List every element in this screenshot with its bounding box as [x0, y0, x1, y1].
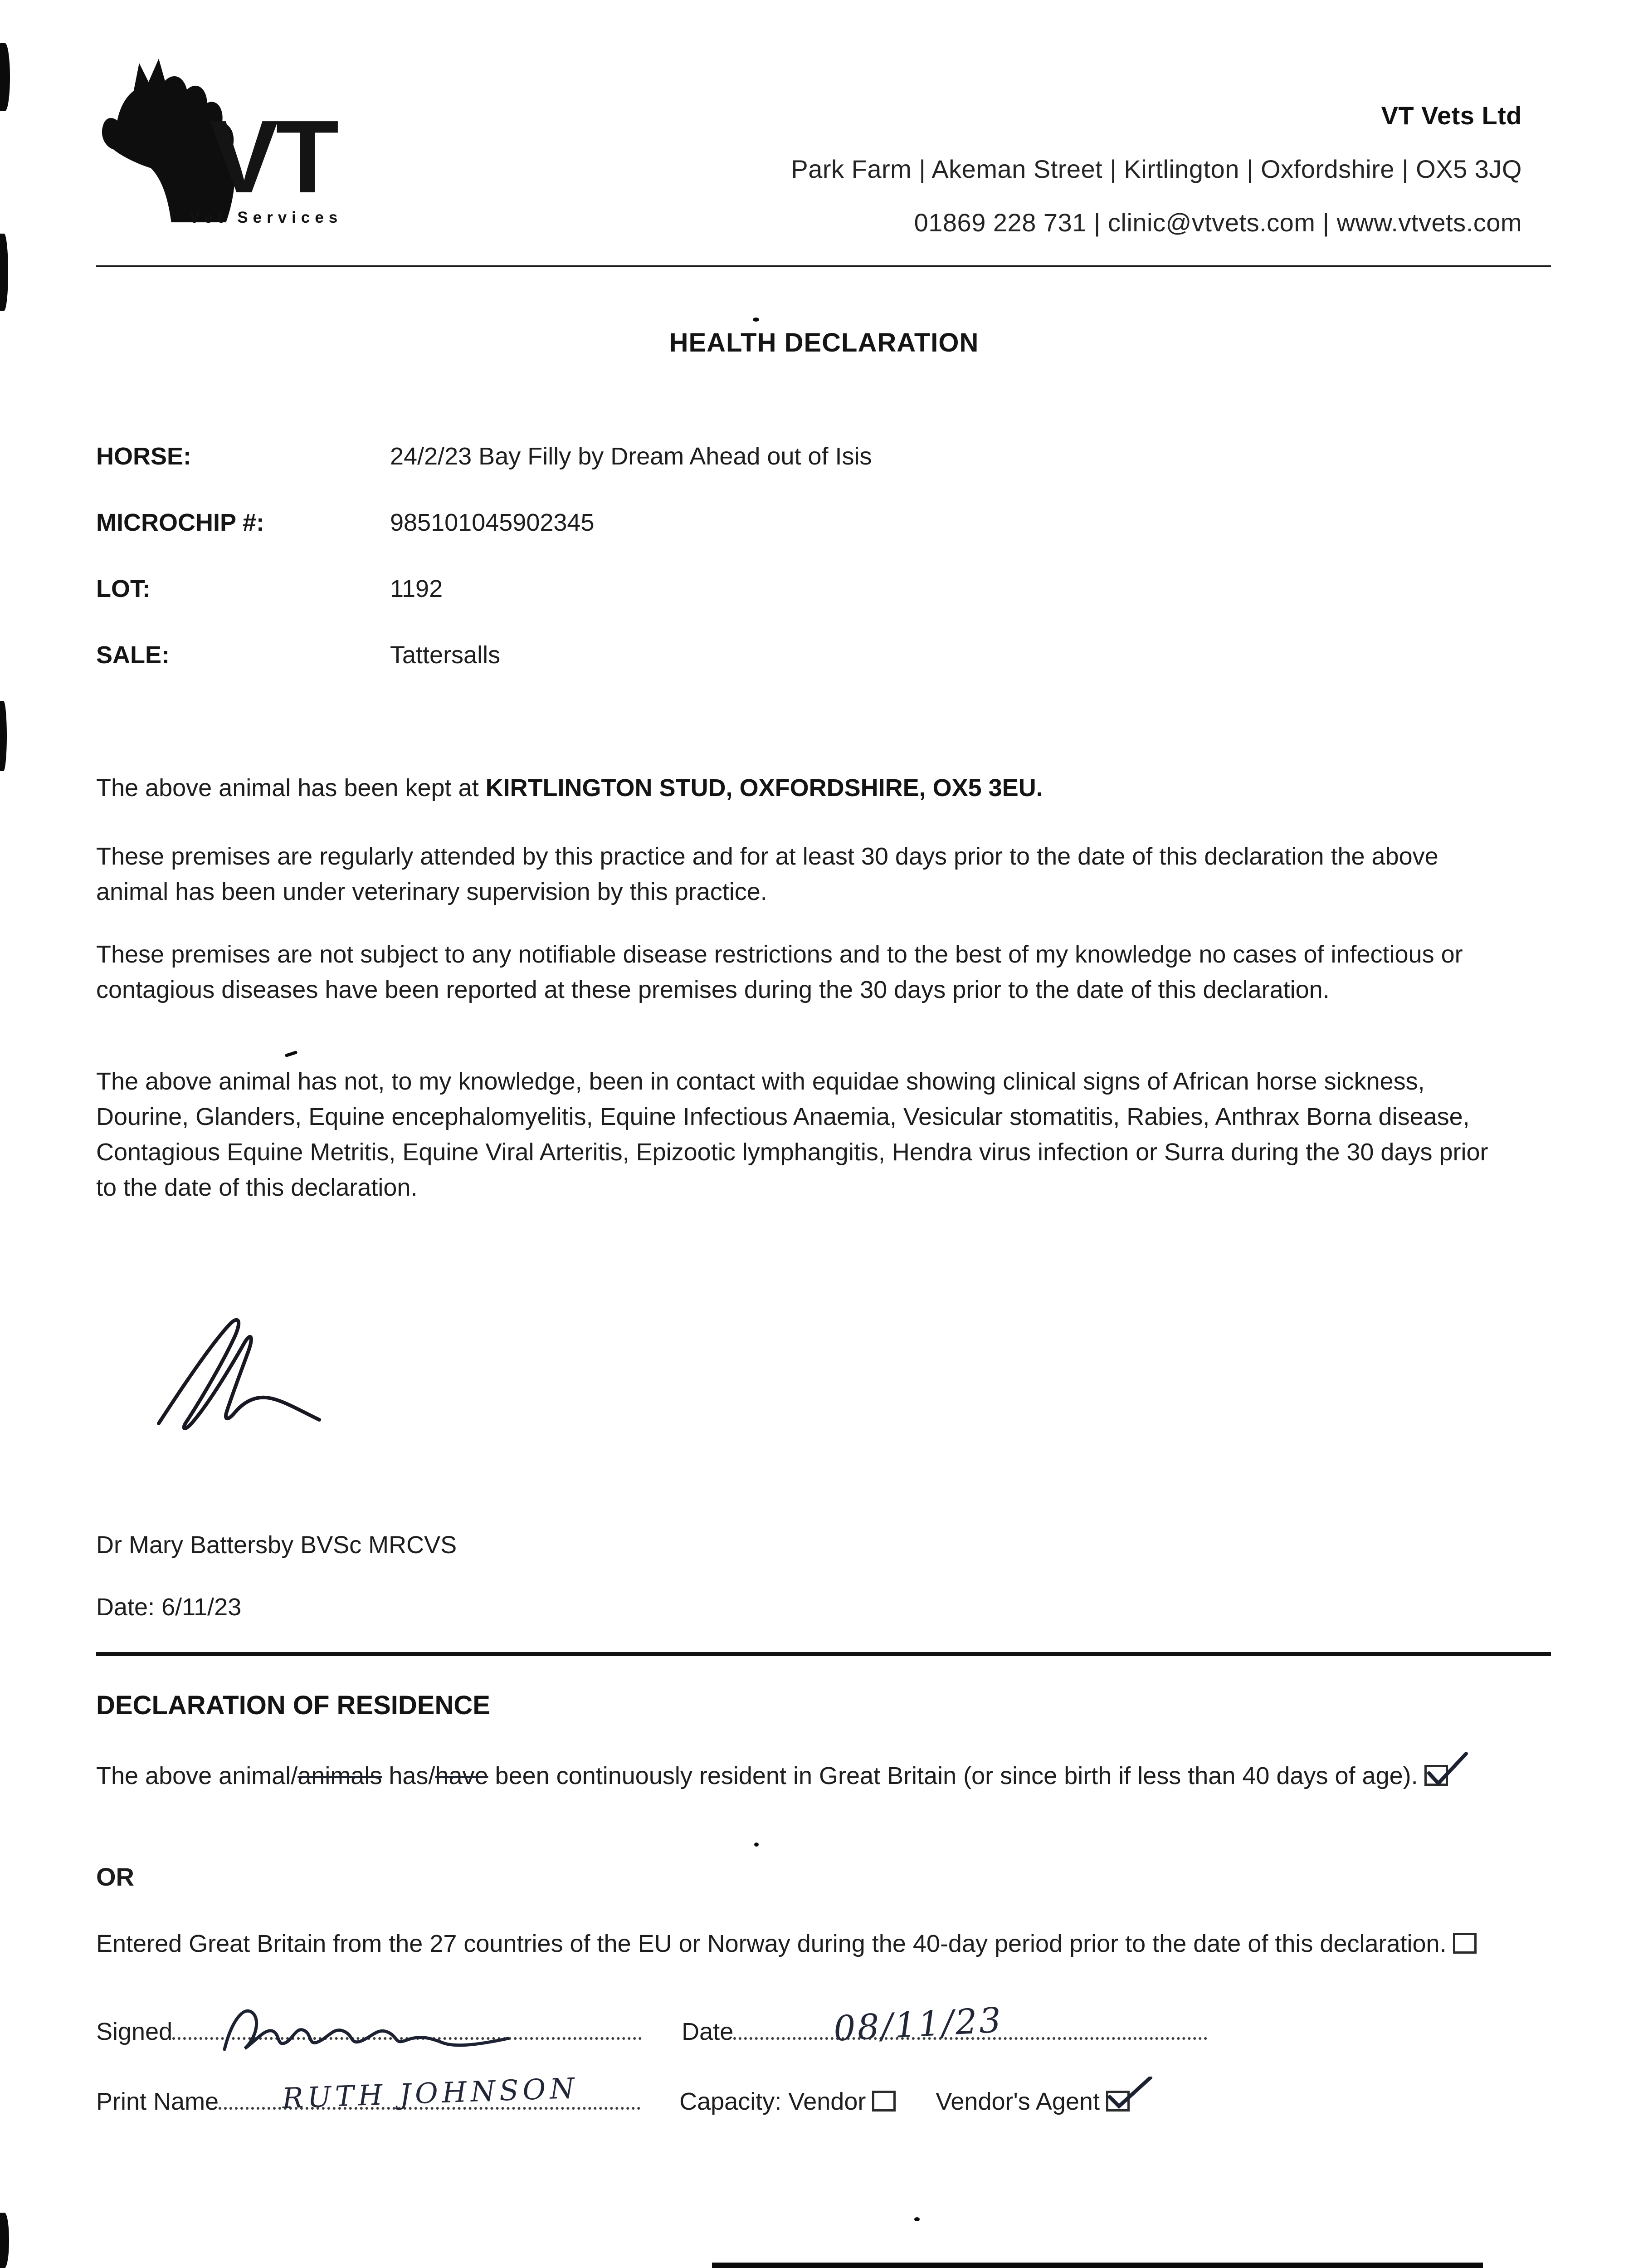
residence-text: The above animal/	[96, 1762, 298, 1789]
scan-artifact	[0, 2213, 9, 2268]
paragraph-kept-at	[96, 770, 1525, 806]
print-name-row	[96, 2087, 1130, 2116]
paragraph-restrictions: These premises are not subject to any notifiable disease restrictions and to the best of my knowledge no cases of infectious or contagious diseases have been reported at these premises during the 30 days prior to the date of this declaration.	[96, 941, 1463, 1003]
section-divider	[96, 1652, 1551, 1656]
kept-at-prefix: The above animal has been kept at	[96, 774, 486, 802]
paragraph-no-contact: The above animal has not, to my knowledge, been in contact with equidae showing clinical signs of African horse sickness, Dourine, Glanders, Equine encephalomyelitis, Equine Infectious Anaemia, Vesicular stomatitis, Rabies, Anthrax Borna disease, Contagious Equine Metritis, Equine Viral Arteritis, Epizootic lymphangitis, Hendra virus infection or Surra during the 30 days prior to the date of this declaration.	[96, 1068, 1488, 1201]
scan-artifact	[0, 701, 7, 771]
ink-speck	[914, 2217, 920, 2221]
residence-option-2	[96, 1926, 1497, 1961]
field-value: Tattersalls	[390, 641, 501, 669]
field-label: MICROCHIP #:	[96, 509, 265, 536]
or-separator: OR	[96, 1862, 134, 1891]
logo-initials: VT	[210, 99, 336, 215]
paragraph-supervision: These premises are regularly attended by this practice and for at least 30 days prior to the date of this declaration the above animal has been under veterinary supervision by this practice.	[96, 843, 1438, 905]
vendor-signature-scribble	[213, 1995, 522, 2063]
field-value: 1192	[390, 575, 443, 602]
residence-heading: DECLARATION OF RESIDENCE	[96, 1691, 490, 1720]
signed-label: Signed	[96, 2018, 173, 2045]
handwritten-date: 08/11/23	[832, 1999, 1004, 2049]
ink-speck	[285, 1051, 298, 1057]
vet-name: Dr Mary Battersby BVSc MRCVS	[96, 1531, 457, 1559]
field-value: 985101045902345	[390, 509, 595, 536]
field-value: 24/2/23 Bay Filly by Dream Ahead out of Isis	[390, 443, 872, 470]
logo-tagline: Vet Services	[189, 209, 343, 226]
residence-text: been continuously resident in Great Britain (or since birth if less than 40 days of age).	[488, 1762, 1418, 1789]
document-title: HEALTH DECLARATION	[669, 328, 979, 357]
field-row-lot	[96, 575, 872, 603]
kept-at-location: KIRTLINGTON STUD, OXFORDSHIRE, OX5 3EU.	[485, 774, 1043, 802]
residence-text: has/	[382, 1762, 435, 1789]
residence-text: Entered Great Britain from the 27 countries of the EU or Norway during the 40-day period prior to the date of this declaration.	[96, 1930, 1447, 1957]
horse-detail-fields	[96, 442, 872, 707]
capacity-vendor-label: Capacity: Vendor	[679, 2088, 866, 2115]
field-row-horse	[96, 442, 872, 470]
field-label: SALE:	[96, 641, 170, 669]
vendors-agent-label: Vendor's Agent	[936, 2088, 1100, 2115]
practice-contact: 01869 228 731 | clinic@vtvets.com | www.vtvets.com	[914, 208, 1522, 237]
vet-signature-scribble	[146, 1306, 327, 1442]
header-divider	[96, 265, 1551, 267]
scan-artifact	[0, 234, 8, 311]
vendors-agent-checkbox[interactable]	[1106, 2091, 1130, 2112]
letterhead-practice-info	[791, 89, 1522, 249]
residence-option2-checkbox[interactable]	[1453, 1933, 1477, 1954]
date-label: Date	[682, 2018, 734, 2045]
scan-artifact	[712, 2263, 1483, 2268]
scan-artifact	[0, 43, 10, 111]
field-label: HORSE:	[96, 443, 192, 470]
field-row-sale	[96, 641, 872, 669]
struck-word-animals: animals	[297, 1762, 382, 1789]
practice-name: VT Vets Ltd	[1381, 101, 1522, 130]
practice-address: Park Farm | Akeman Street | Kirtlington | Oxfordshire | OX5 3JQ	[791, 155, 1522, 183]
handwritten-print-name: RUTH JOHNSON	[281, 2071, 579, 2115]
residence-option-1	[96, 1758, 1497, 1794]
checkmark-icon	[1106, 2077, 1153, 2118]
vet-date: Date: 6/11/23	[96, 1593, 242, 1621]
field-label: LOT:	[96, 575, 151, 602]
residence-option1-checkbox[interactable]	[1424, 1765, 1448, 1786]
vendor-checkbox[interactable]	[872, 2091, 896, 2112]
checkmark-icon	[1424, 1751, 1471, 1793]
ink-speck	[754, 1843, 759, 1847]
struck-word-have: have	[435, 1762, 488, 1789]
field-row-microchip	[96, 508, 872, 537]
print-name-label: Print Name	[96, 2088, 219, 2115]
scan-artifact	[753, 318, 759, 322]
vt-vets-logo	[96, 45, 450, 231]
